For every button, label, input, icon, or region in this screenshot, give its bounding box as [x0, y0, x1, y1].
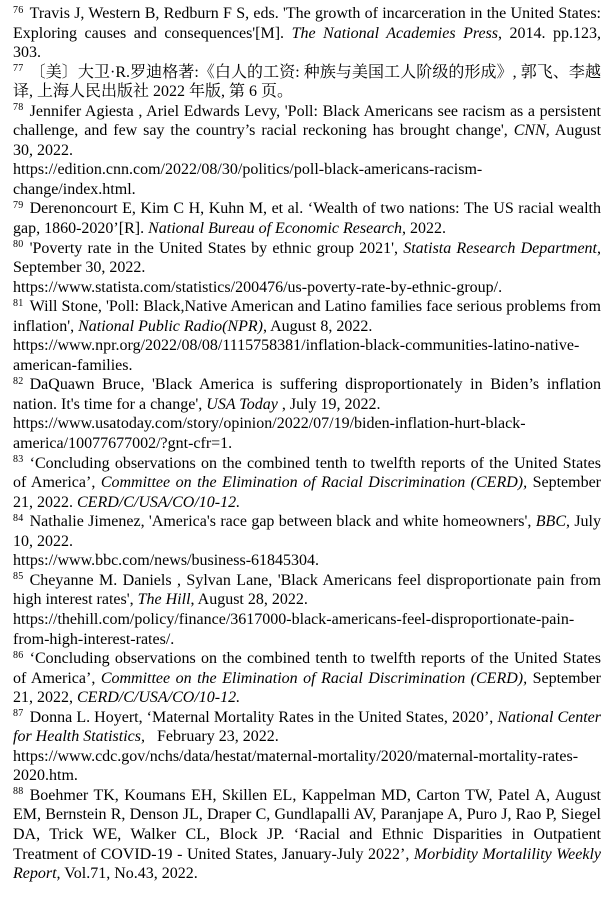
- footnotes-list: [13, 4, 601, 884]
- footnote-text: Jennifer Agiesta , Ariel Edwards Levy, 'Poll: Black Americans see racism as a persistent challenge, and few say the country’s racial reckoning has brought change',: [13, 102, 601, 140]
- footnote-url: https://www.bbc.com/news/business-61845304.: [13, 552, 320, 570]
- footnote-number: 85: [13, 571, 24, 583]
- footnote-number: 82: [13, 375, 24, 387]
- footnote-text: , 2014. pp.123, 303.: [13, 24, 602, 62]
- footnote-text: DaQuawn Bruce, 'Black America is suffering disproportionately in Biden’s inflation nation. It's time for a change',: [13, 376, 601, 413]
- footnote-text: , July 19, 2022.: [277, 395, 381, 413]
- footnote-source-name: Morbidity Mortalility Weekly Report,: [13, 845, 601, 883]
- footnote-number: 77: [13, 63, 24, 75]
- footnote-text: Boehmer TK, Koumans EH, Skillen EL, Kappelman MD, Carton TW, Patel A, August EM, Bernstein R, Denson JL, Draper C, Gundlapalli AV, Paranjape A, Puro J, Rao P, Siegel DA, Trick WE, Walker CL, Block JP. ‘Racial and Ethnic Disparities in Outpatient Treatment of COVID-19 - United States, January-July 2022’,: [13, 786, 601, 863]
- footnote-text: September 21, 2022.: [13, 474, 602, 511]
- footnote-item: [13, 199, 601, 238]
- footnote-text: Will Stone, 'Poll: Black,Native American and Latino families face serious problems from inflation',: [13, 298, 601, 335]
- footnote-source-name: Statista Research Department: [403, 239, 597, 257]
- footnote-number: 81: [13, 297, 24, 309]
- footnote-source-name: BBC: [535, 513, 566, 531]
- footnote-source-name: National Bureau of Economic Research: [148, 220, 402, 238]
- footnote-text: Donna L. Hoyert, ‘Maternal Mortality Rates in the United States, 2020’,: [29, 708, 498, 726]
- footnote-item: [13, 512, 601, 571]
- footnote-url: https://thehill.com/policy/finance/3617000-black-americans-feel-disproportionate-pain-from-high-interest-rates/.: [13, 610, 575, 648]
- footnote-number: 79: [13, 199, 24, 211]
- footnote-source-name: Committee on the Elimination of Racial Discrimination (CERD),: [100, 669, 528, 687]
- footnote-url: https://www.npr.org/2022/08/08/1115758381/inflation-black-communities-latino-native-american-families.: [13, 337, 580, 374]
- footnote-text: , August 28, 2022.: [190, 591, 308, 609]
- footnote-text: Vol.71, No.43, 2022.: [60, 865, 198, 883]
- footnote-text: 〔美〕大卫·R.罗迪格著:《白人的工资: 种族与美国工人阶级的形成》, 郭飞、李越译, 上海人民出版社 2022 年版, 第 6 页。: [13, 63, 601, 101]
- footnote-text: Nathalie Jimenez, 'America's race gap between black and white homeowners',: [29, 513, 536, 531]
- footnote-item: [13, 297, 601, 375]
- footnote-text: 'Poverty rate in the United States by ethnic group 2021',: [29, 239, 404, 257]
- footnote-text: September 21, 2022,: [13, 669, 602, 707]
- footnote-text: February 23, 2022.: [145, 728, 279, 746]
- footnote-item: [13, 102, 601, 200]
- footnote-text: , August 8, 2022.: [262, 317, 373, 335]
- footnote-url: https://edition.cnn.com/2022/08/30/politics/poll-black-americans-racism-change/index.html.: [13, 161, 483, 198]
- footnote-number: 80: [13, 239, 24, 251]
- footnote-source-name: The National Academies Press: [291, 24, 499, 42]
- footnote-text: , September 30, 2022.: [13, 239, 601, 277]
- footnote-text: Travis J, Western B, Redburn F S, eds. 'The growth of incarceration in the United States: Exploring causes and consequences'[M].: [13, 5, 601, 42]
- footnote-item: [13, 708, 601, 786]
- footnote-number: 84: [13, 512, 24, 524]
- footnote-number: 76: [13, 4, 24, 16]
- footnote-source-name: Committee on the Elimination of Racial Discrimination (CERD),: [100, 474, 528, 492]
- footnote-text: , August 30, 2022.: [13, 122, 602, 159]
- footnote-url: https://www.statista.com/statistics/200476/us-poverty-rate-by-ethnic-group/.: [13, 278, 503, 296]
- footnote-url: https://www.cdc.gov/nchs/data/hestat/maternal-mortality/2020/maternal-mortality-rates-2020.htm.: [13, 747, 579, 785]
- footnote-number: 83: [13, 454, 24, 466]
- footnote-item: [13, 454, 601, 513]
- footnote-text: Derenoncourt E, Kim C H, Kuhn M, et al. ‘Wealth of two nations: The US racial wealth gap, 1860-2020’[R].: [13, 200, 601, 238]
- footnote-number: 86: [13, 649, 24, 661]
- footnote-source-name: National Public Radio(NPR): [78, 317, 263, 335]
- footnote-text: Cheyanne M. Daniels , Sylvan Lane, 'Black Americans feel disproportionate pain from high interest rates',: [13, 571, 601, 609]
- footnote-item: [13, 375, 601, 453]
- footnote-source-name: National Center for Health Statistics,: [13, 708, 601, 746]
- footnote-source-name: The Hill: [137, 591, 191, 609]
- footnote-item: [13, 239, 601, 298]
- footnote-item: [13, 649, 601, 708]
- footnote-text: ‘Concluding observations on the combined tenth to twelfth reports of the United States of America’,: [13, 650, 601, 687]
- footnote-source-name: CNN: [513, 122, 546, 140]
- footnote-number: 88: [13, 786, 24, 798]
- footnote-url: https://www.usatoday.com/story/opinion/2022/07/19/biden-inflation-hurt-black-america/10077677002/?gnt-cfr=1.: [13, 415, 526, 453]
- footnote-source-name: USA Today: [206, 395, 278, 413]
- footnote-item: [13, 571, 601, 649]
- footnote-number: 87: [13, 708, 24, 720]
- footnote-item: [13, 4, 601, 63]
- footnote-source-name: CERD/C/USA/CO/10-12.: [77, 689, 241, 707]
- footnote-item: [13, 63, 601, 102]
- footnote-source-name: CERD/C/USA/CO/10-12.: [77, 493, 241, 511]
- footnote-text: ‘Concluding observations on the combined tenth to twelfth reports of the United States of America’,: [13, 454, 601, 492]
- footnote-text: , July 10, 2022.: [13, 513, 602, 550]
- footnote-text: , 2022.: [401, 220, 446, 238]
- footnote-number: 78: [13, 102, 24, 114]
- footnote-item: [13, 786, 601, 884]
